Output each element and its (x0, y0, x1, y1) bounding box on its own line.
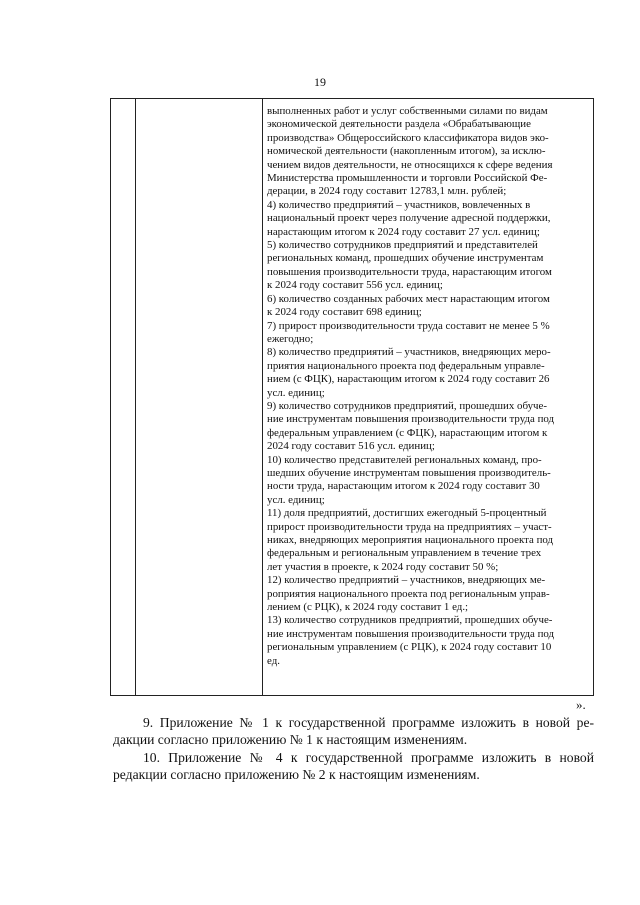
table-cell-line: 9) количество сотрудников предприятий, прошедших обуче- (267, 399, 547, 412)
table-cell-line: усл. единиц; (267, 386, 325, 399)
table-cell-line: приятия национального проекта под федеральным управле- (267, 359, 545, 372)
table-cell-line: к 2024 году составит 698 единиц; (267, 306, 422, 319)
table-cell-line: 13) количество сотрудников предприятий, прошедших обуче- (267, 614, 553, 627)
paragraph-10-line-1: 10. Приложение № 4 к государственной программе изложить в новой (143, 750, 594, 765)
table-cell-line: Министерства промышленности и торговли Российской Фе- (267, 172, 548, 185)
table-cell-indicators-text (267, 105, 591, 668)
table-cell-line: к 2024 году составит 556 усл. единиц; (267, 279, 443, 292)
indicators-table (110, 98, 594, 696)
table-cell-line: федеральным управлением (с ФЦК), нарастающим итогом к (267, 426, 548, 439)
table-cell-line: чением видов деятельности, не относящихся к сфере ведения (267, 158, 553, 171)
table-cell-line: выполненных работ и услуг собственными силами по видам (267, 105, 548, 117)
closing-quote: ». (576, 697, 586, 712)
table-cell-line: 2024 году составит 516 усл. единиц; (267, 440, 435, 453)
paragraph-9-line-2: дакции согласно приложению № 1 к настоящим изменениям. (113, 732, 468, 747)
table-column-divider-2 (262, 99, 263, 695)
page-number: 19 (314, 75, 326, 89)
paragraph-9 (113, 714, 594, 748)
paragraph-10 (113, 749, 594, 783)
table-cell-line: ние инструментам повышения производительности труда под (267, 413, 555, 426)
table-cell-line: 7) прирост производительности труда составит не менее 5 % (267, 319, 550, 332)
table-cell-line: ежегодно; (267, 332, 314, 345)
table-cell-line: 8) количество предприятий – участников, внедряющих меро- (267, 346, 551, 359)
table-cell-line: региональных команд, прошедших обучение инструментам (267, 252, 544, 265)
table-cell-line: прирост производительности труда на предприятиях – участ- (267, 520, 552, 533)
table-cell-line: повышения производительности труда, нарастающим итогом (267, 265, 552, 278)
table-cell-line: ние инструментам повышения производительности труда под (267, 627, 555, 640)
table-cell-line: 12) количество предприятий – участников, внедряющих ме- (267, 574, 546, 587)
table-cell-line: никах, внедряющих мероприятия национального проекта под (267, 534, 554, 546)
table-column-divider-1 (135, 99, 136, 695)
table-cell-line: дерации, в 2024 году составит 12783,1 млн. рублей; (267, 185, 507, 198)
table-cell-line: национальный проект через получение адресной поддержки, (267, 212, 551, 225)
paragraph-9-line-1: 9. Приложение № 1 к государственной программе изложить в новой ре- (143, 715, 594, 730)
table-cell-line: 10) количество представителей региональных команд, про- (267, 453, 542, 466)
table-cell-line: 4) количество предприятий – участников, вовлеченных в (267, 198, 531, 211)
table-cell-line: нарастающим итогом к 2024 году составит 27 усл. единиц; (267, 225, 540, 238)
table-cell-line: ед. (267, 654, 280, 667)
table-cell-line: ности труда, нарастающим итогом к 2024 году составит 30 (267, 480, 540, 493)
table-cell-line: производства» Общероссийского классификатора видов эко- (267, 131, 549, 144)
table-cell-line: номической деятельности (накопленным итогом), за исклю- (267, 145, 546, 158)
table-cell-line: экономической деятельности раздела «Обрабатывающие (267, 118, 531, 131)
table-cell-line: 6) количество созданных рабочих мест нарастающим итогом (267, 292, 550, 305)
table-cell-line: роприятия национального проекта под региональным управ- (267, 587, 550, 600)
table-cell-line: усл. единиц; (267, 493, 325, 506)
paragraph-10-line-2: редакции согласно приложению № 2 к настоящим изменениям. (113, 767, 480, 782)
table-cell-line: 11) доля предприятий, достигших ежегодный 5-процентный (267, 507, 547, 520)
table-cell-line: лет участия в проекте, к 2024 году составит 50 %; (267, 560, 499, 573)
table-cell-line: нием (с ФЦК), нарастающим итогом к 2024 году составит 26 (267, 373, 550, 386)
table-cell-line: региональным управлением (с РЦК), к 2024 году составит 10 (267, 641, 552, 654)
table-cell-line: 5) количество сотрудников предприятий и представителей (267, 239, 538, 252)
table-cell-line: федеральным и региональным управлением в течение трех (267, 547, 542, 560)
table-cell-line: лением (с РЦК), к 2024 году составит 1 ед.; (267, 601, 469, 614)
table-cell-line: шедших обучение инструментам повышения производитель- (267, 466, 551, 479)
